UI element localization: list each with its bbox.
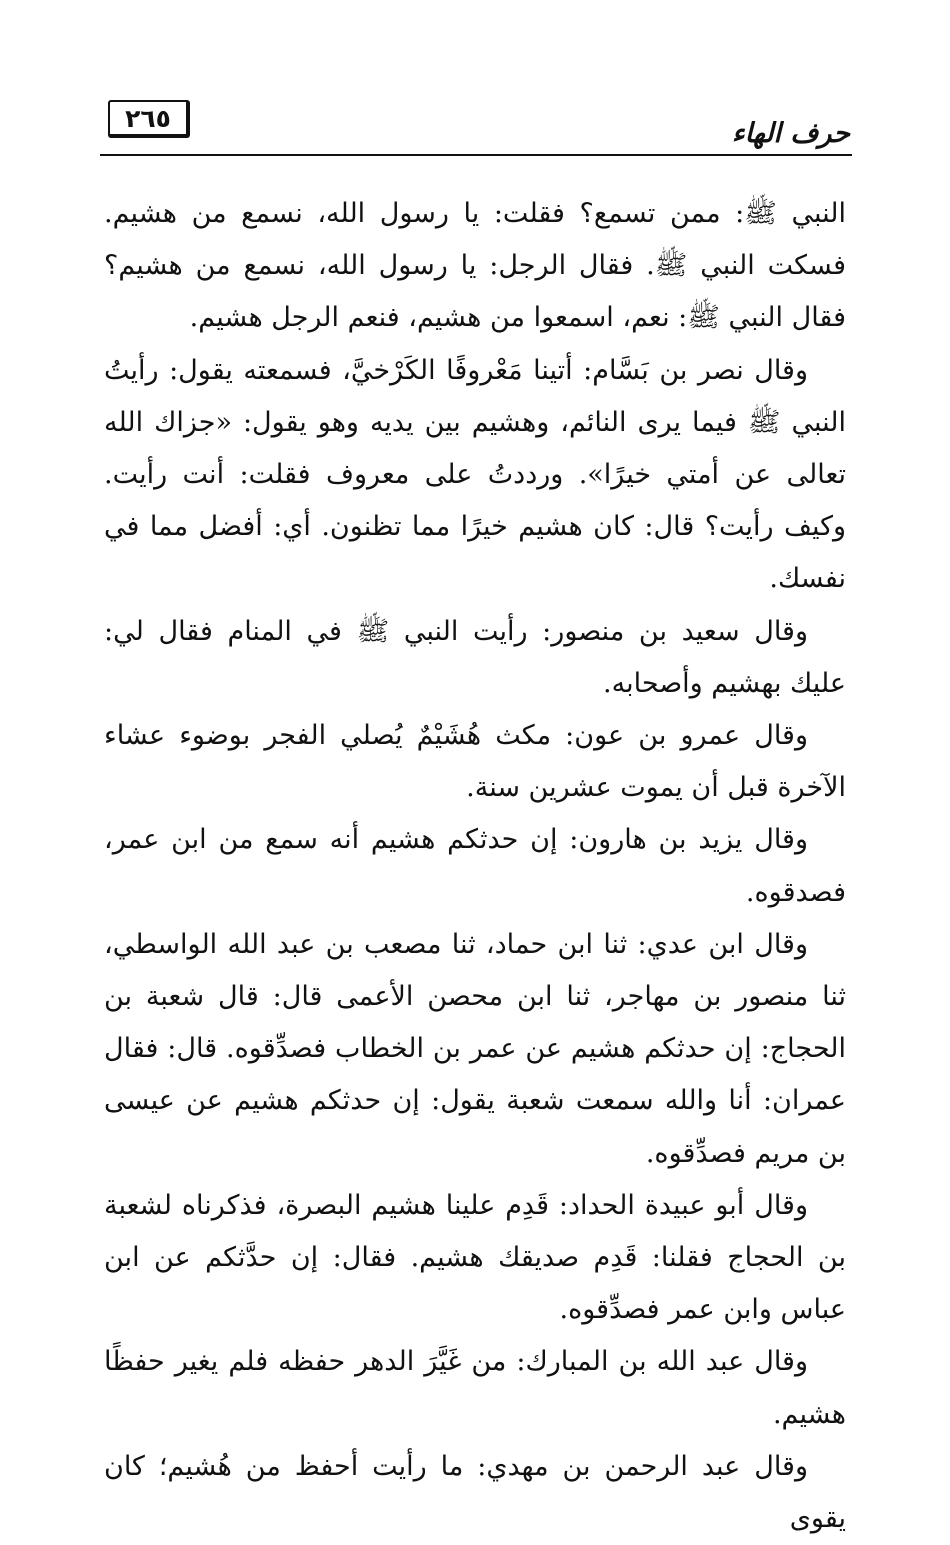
paragraph: وقال أبو عبيدة الحداد: قَدِم علينا هشيم البصرة، فذكرناه لشعبة بن الحجاج فقلنا: قَدِم صديقك هشيم. فقال: إن حدَّثكم عن ابن عباس وابن عمر فصدِّقوه. — [104, 1189, 846, 1326]
page-number: ٢٦٥ — [108, 100, 190, 138]
paragraph: وقال سعيد بن منصور: رأيت النبي ﷺ في المنام فقال لي: عليك بهشيم وأصحابه. — [104, 615, 846, 699]
paragraph: وقال يزيد بن هارون: إن حدثكم هشيم أنه سمع من ابن عمر، فصدقوه. — [104, 824, 846, 908]
paragraph: وقال ابن عدي: ثنا ابن حماد، ثنا مصعب بن عبد الله الواسطي، ثنا منصور بن مهاجر، ثنا ابن محصن الأعمى قال: قال شعبة بن الحجاج: إن حدثكم هشيم عن عمر بن الخطاب فصدِّقوه. قال: فقال عمران: أنا والله سمعت شعبة يقول: إن حدثكم هشيم عن عيسى بن مريم فصدِّقوه. — [104, 928, 846, 1169]
paragraph: النبي ﷺ: ممن تسمع؟ فقلت: يا رسول الله، نسمع من هشيم. فسكت النبي ﷺ. فقال الرجل: يا رسول الله، نسمع من هشيم؟ فقال النبي ﷺ: نعم، اسمعوا من هشيم، فنعم الرجل هشيم. — [104, 198, 846, 334]
header-divider — [100, 154, 852, 156]
paragraph: وقال عمرو بن عون: مكث هُشَيْمٌ يُصلي الفجر بوضوء عشاء الآخرة قبل أن يموت عشرين سنة. — [104, 720, 846, 804]
page-header — [100, 96, 852, 158]
paragraph: وقال عبد الله بن المبارك: من غَيَّرَ الدهر حفظه فلم يغير حفظًا هشيم. — [104, 1346, 846, 1430]
running-title: حرف الهاء — [731, 118, 850, 149]
page-text — [104, 188, 846, 1545]
paragraph: وقال نصر بن بَسَّام: أتينا مَعْروفًا الكَرْخيَّ، فسمعته يقول: رأيتُ النبي ﷺ فيما يرى النائم، وهشيم بين يديه وهو يقول: «جزاك الله تعالى عن أمتي خيرًا». ورددتُ على معروف فقلت: أنت رأيت. وكيف رأيت؟ قال: كان هشيم خيرًا مما تظنون. أي: أفضل مما في نفسك. — [104, 354, 846, 595]
paragraph: وقال عبد الرحمن بن مهدي: ما رأيت أحفظ من هُشيم؛ كان يقوى — [104, 1450, 846, 1535]
